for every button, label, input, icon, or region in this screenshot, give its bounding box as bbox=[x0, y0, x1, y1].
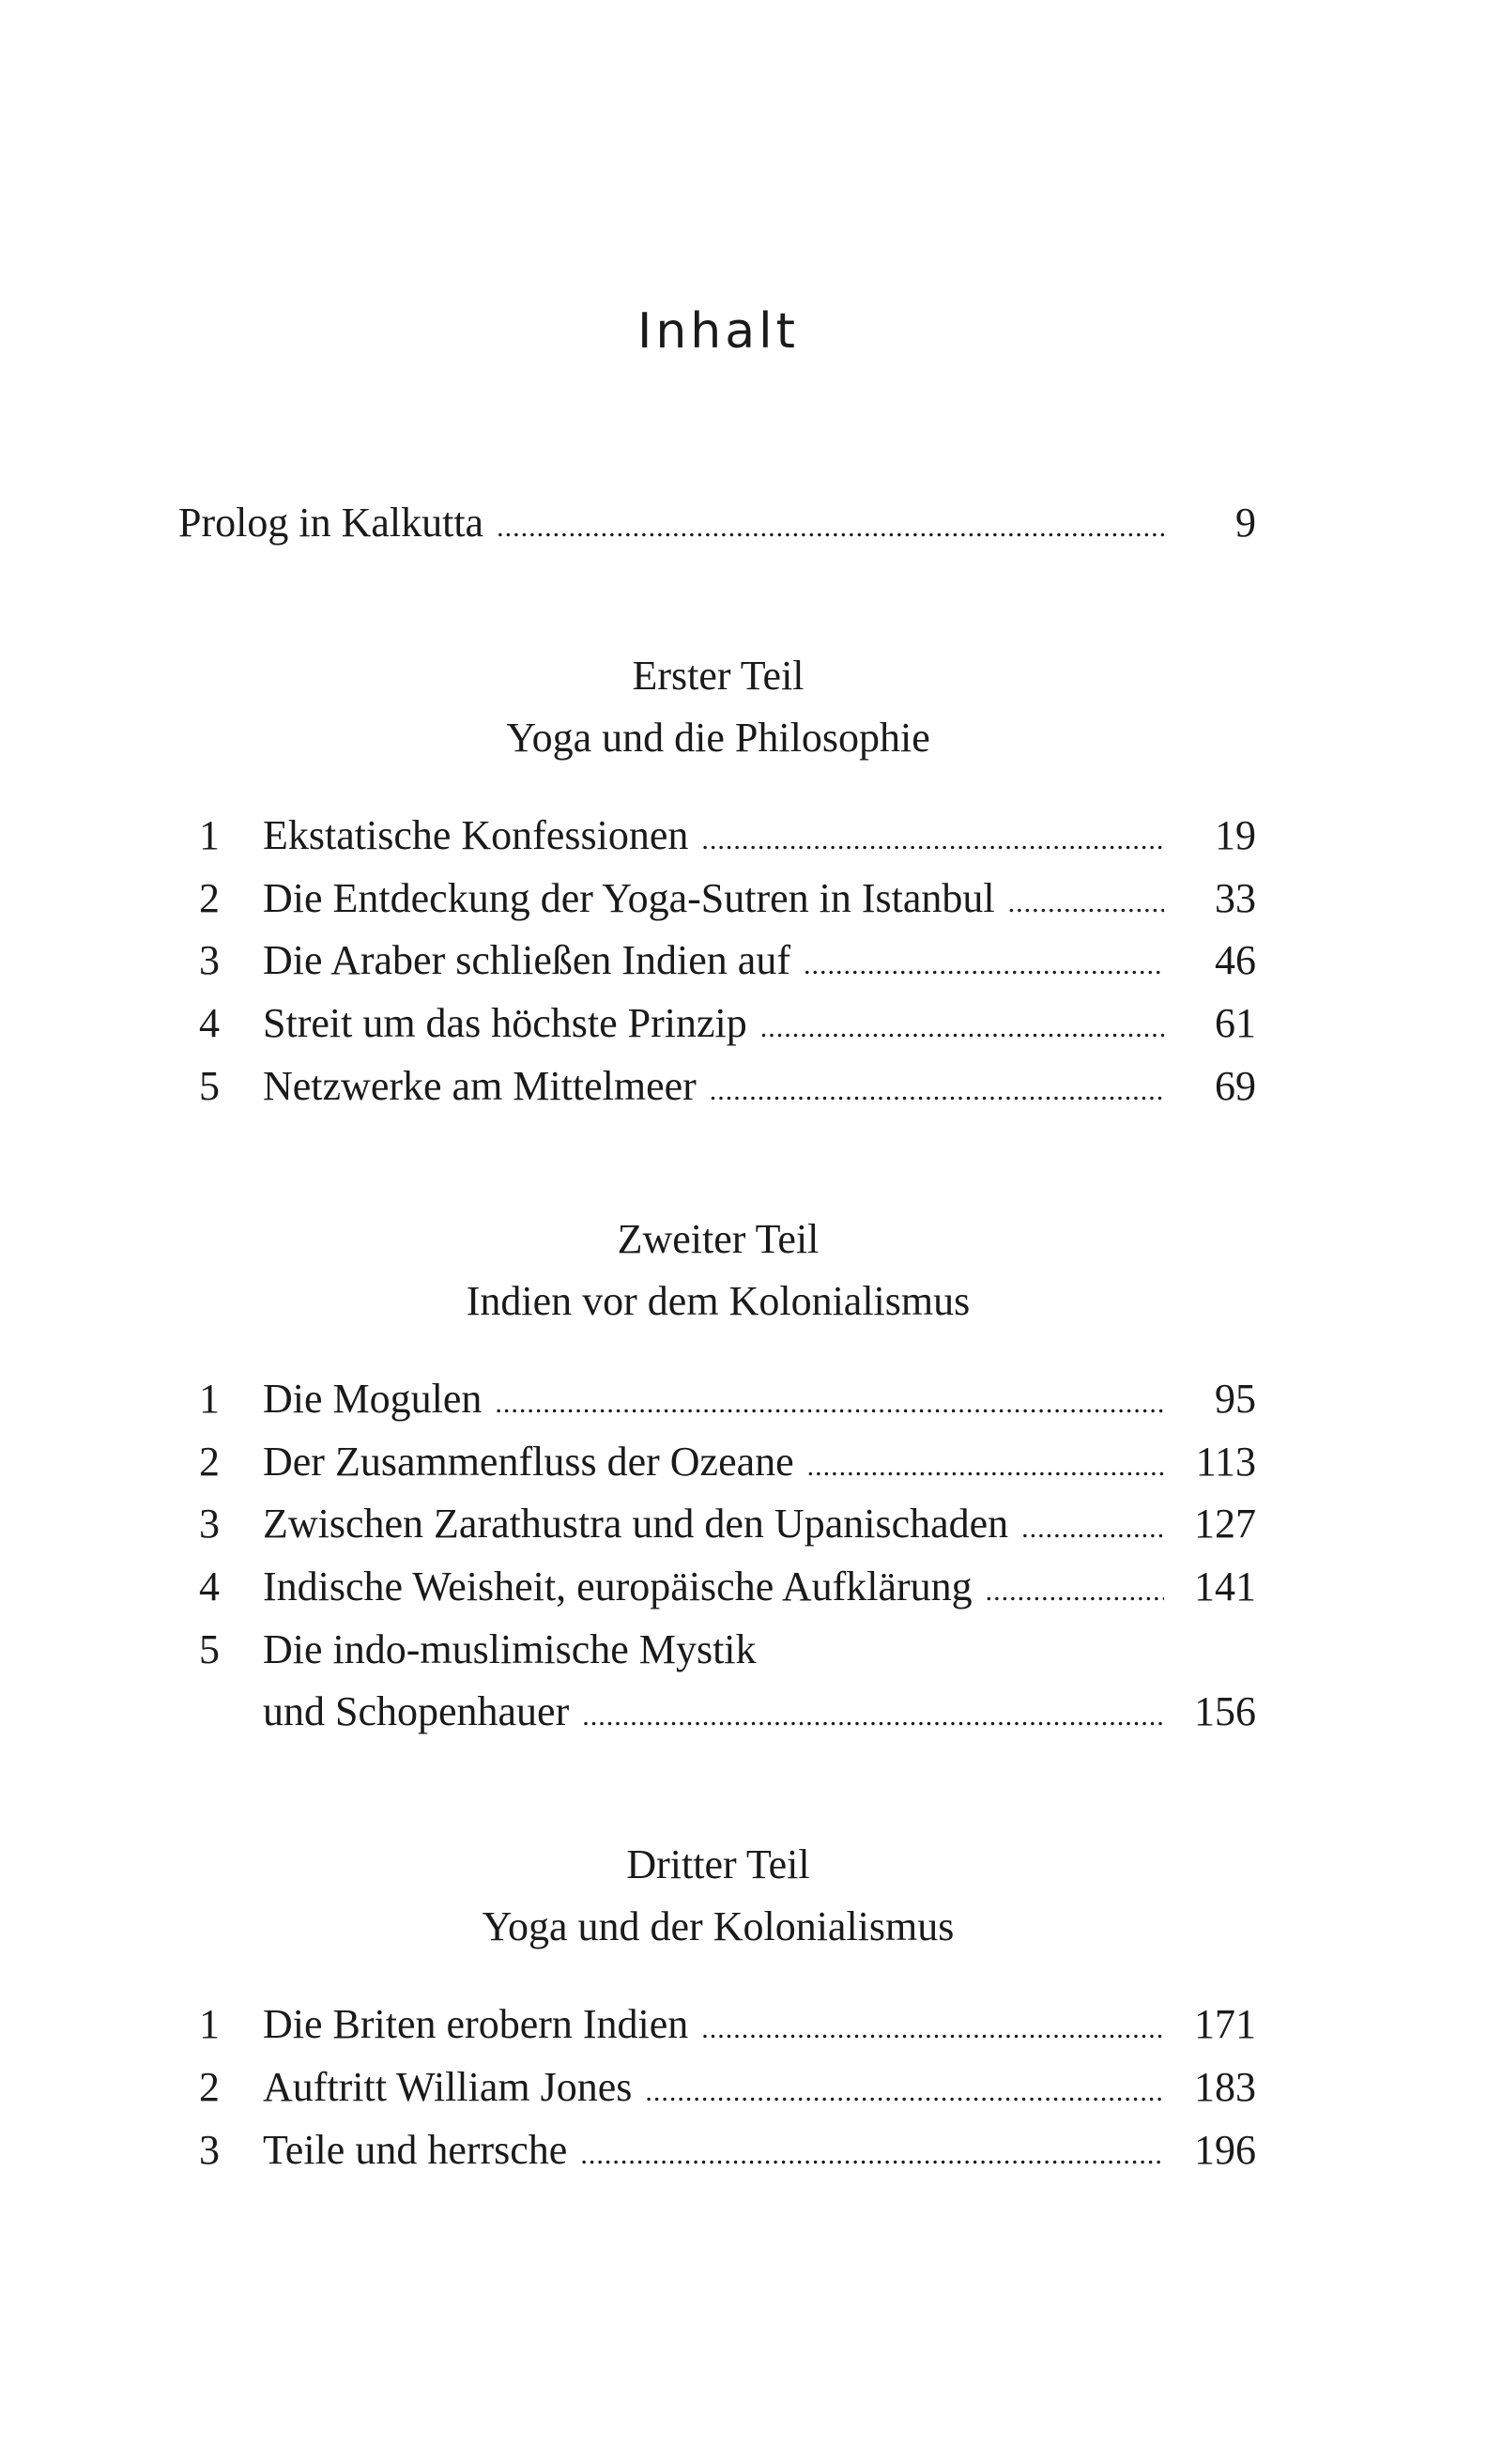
page-number: 196 bbox=[1194, 2127, 1256, 2173]
chapter-number: 4 bbox=[199, 1563, 220, 1609]
chapter-title-continuation: und Schopenhauer bbox=[263, 1688, 570, 1734]
dot-leader bbox=[1021, 1497, 1164, 1560]
chapter-number: 5 bbox=[199, 1063, 220, 1109]
dot-leader bbox=[701, 808, 1164, 871]
dot-leader bbox=[580, 2123, 1164, 2186]
toc-entry[interactable] bbox=[178, 929, 1256, 992]
page-number: 95 bbox=[1215, 1376, 1256, 1422]
chapter-title: Streit um das höchste Prinzip bbox=[263, 1000, 747, 1046]
page-number: 141 bbox=[1194, 1563, 1256, 1609]
part-subtitle: Indien vor dem Kolonialismus bbox=[466, 1278, 971, 1324]
toc-entry[interactable] bbox=[178, 1055, 1256, 1117]
page-number: 46 bbox=[1215, 937, 1256, 983]
page-number: 9 bbox=[1235, 500, 1256, 546]
dot-leader bbox=[807, 1435, 1164, 1498]
part-heading: Erster Teil bbox=[632, 653, 805, 699]
page-number: 156 bbox=[1194, 1688, 1256, 1734]
chapter-title: Der Zusammenfluss der Ozeane bbox=[263, 1439, 794, 1485]
toc-entry[interactable] bbox=[178, 1993, 1256, 2056]
toc-entry[interactable] bbox=[178, 2056, 1256, 2118]
toc-entry[interactable] bbox=[178, 1492, 1256, 1555]
chapter-number: 1 bbox=[199, 812, 220, 858]
dot-leader bbox=[495, 1372, 1164, 1435]
toc-entry[interactable] bbox=[178, 992, 1256, 1055]
page-number: 113 bbox=[1195, 1439, 1256, 1485]
chapter-title: Die indo-muslimische Mystik bbox=[263, 1626, 757, 1672]
chapter-title: Prolog in Kalkutta bbox=[178, 500, 484, 546]
part-subtitle: Yoga und der Kolonialismus bbox=[482, 1903, 955, 1949]
chapter-number: 2 bbox=[199, 875, 220, 921]
toc-entry[interactable] bbox=[178, 1555, 1256, 1618]
chapter-title: Die Briten erobern Indien bbox=[263, 2001, 689, 2047]
part-subtitle: Yoga und die Philosophie bbox=[506, 715, 930, 761]
toc-entry[interactable] bbox=[178, 804, 1256, 867]
chapter-number: 5 bbox=[199, 1626, 220, 1672]
chapter-number: 3 bbox=[199, 937, 220, 983]
dot-leader bbox=[986, 1560, 1164, 1623]
dot-leader bbox=[1008, 871, 1164, 934]
toc-entry-continuation[interactable] bbox=[263, 1680, 1256, 1743]
page-number: 183 bbox=[1194, 2064, 1256, 2110]
dot-leader bbox=[701, 1997, 1164, 2060]
dot-leader bbox=[804, 933, 1164, 996]
page-title: Inhalt bbox=[637, 303, 799, 360]
dot-leader bbox=[710, 1059, 1164, 1122]
chapter-number: 2 bbox=[199, 1439, 220, 1485]
page-number: 127 bbox=[1194, 1501, 1256, 1547]
chapter-number: 2 bbox=[199, 2064, 220, 2110]
toc-entry[interactable] bbox=[178, 1430, 1256, 1493]
page-number: 19 bbox=[1215, 812, 1256, 858]
chapter-number: 1 bbox=[199, 2001, 220, 2047]
chapter-number: 4 bbox=[199, 1000, 220, 1046]
toc-entry[interactable] bbox=[178, 1367, 1256, 1430]
toc-entry[interactable] bbox=[178, 2118, 1256, 2181]
page-number: 61 bbox=[1215, 1000, 1256, 1046]
dot-leader bbox=[760, 996, 1164, 1059]
chapter-title: Teile und herrsche bbox=[263, 2127, 568, 2173]
chapter-number: 1 bbox=[199, 1376, 220, 1422]
chapter-title: Indische Weisheit, europäische Aufklärung bbox=[263, 1563, 973, 1609]
chapter-number: 3 bbox=[199, 2127, 220, 2173]
toc-entry-prolog[interactable] bbox=[178, 491, 1256, 554]
part-heading: Dritter Teil bbox=[626, 1841, 810, 1887]
chapter-title: Auftritt William Jones bbox=[263, 2064, 633, 2110]
chapter-title: Die Mogulen bbox=[263, 1376, 483, 1422]
page-number: 171 bbox=[1194, 2001, 1256, 2047]
chapter-title: Die Araber schließen Indien auf bbox=[263, 937, 790, 983]
page-number: 69 bbox=[1215, 1063, 1256, 1109]
chapter-title: Zwischen Zarathustra und den Upanischaden bbox=[263, 1501, 1009, 1547]
dot-leader bbox=[645, 2060, 1164, 2123]
dot-leader bbox=[497, 496, 1164, 559]
dot-leader bbox=[582, 1685, 1164, 1748]
chapter-title: Die Entdeckung der Yoga-Sutren in Istanbul bbox=[263, 875, 995, 921]
chapter-title: Netzwerke am Mittelmeer bbox=[263, 1063, 697, 1109]
toc-entry[interactable] bbox=[178, 867, 1256, 930]
chapter-title: Ekstatische Konfessionen bbox=[263, 812, 689, 858]
toc-entry[interactable] bbox=[178, 1618, 1256, 1681]
page-number: 33 bbox=[1215, 875, 1256, 921]
part-heading: Zweiter Teil bbox=[617, 1216, 820, 1262]
chapter-number: 3 bbox=[199, 1501, 220, 1547]
